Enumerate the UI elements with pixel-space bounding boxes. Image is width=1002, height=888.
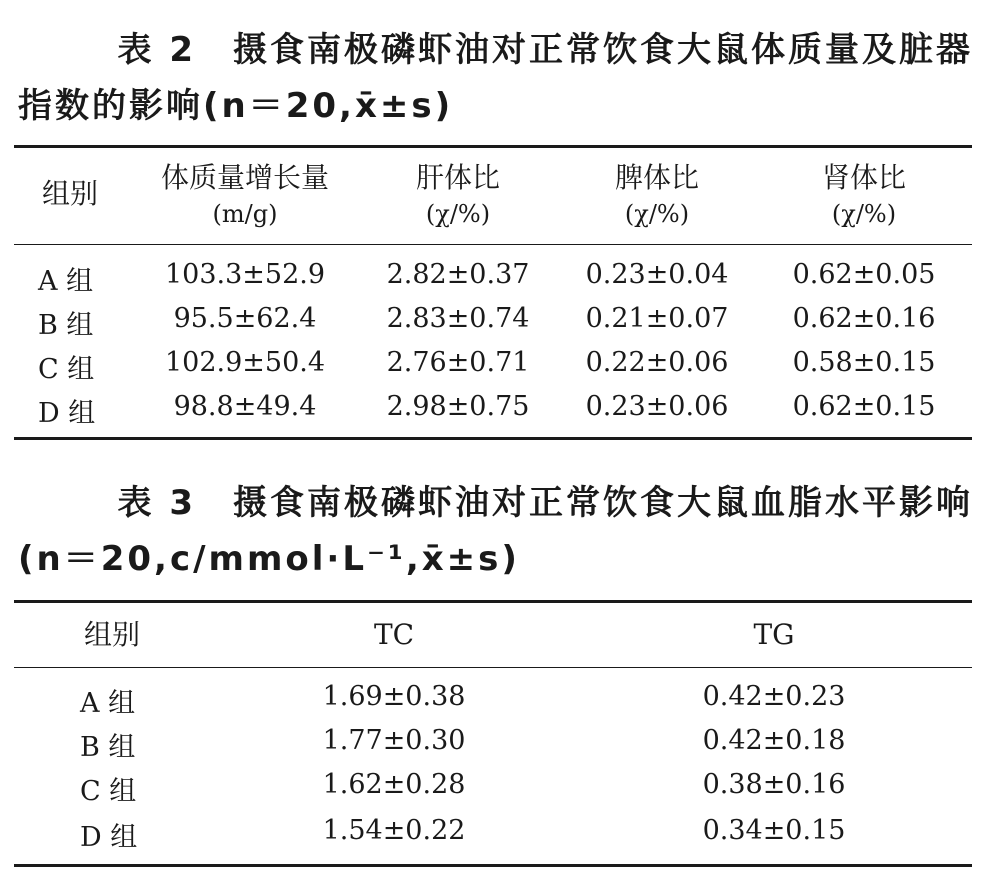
table2-bottom-rule xyxy=(14,437,972,440)
table3-cell-group: D 组 xyxy=(80,822,138,853)
table2-header-rule xyxy=(14,244,972,245)
table2-cell-kidney-ratio: 0.62±0.05 xyxy=(792,259,936,290)
table3-cell-group: C 组 xyxy=(80,776,137,807)
table2-header-kidney-ratio-label: 肾体比 xyxy=(821,161,907,194)
table2-top-rule xyxy=(14,145,972,148)
table3-cell-group: A 组 xyxy=(80,688,136,719)
table2-header-weight-gain-unit: (m/g) xyxy=(212,200,278,228)
table2-cell-spleen-ratio: 0.23±0.06 xyxy=(585,391,729,422)
table2-cell-liver-ratio: 2.76±0.71 xyxy=(386,347,530,378)
table2-caption-line1: 表 2 摄食南极磷虾油对正常饮食大鼠体质量及脏器 xyxy=(117,30,973,70)
table2-header-liver-ratio-unit: (χ/%) xyxy=(425,200,491,228)
table3-bottom-rule xyxy=(14,864,972,867)
table3-header-tc: TC xyxy=(373,618,415,651)
table2-cell-group: C 组 xyxy=(38,354,95,385)
table3-caption xyxy=(18,475,973,587)
table2-header-weight-gain xyxy=(161,160,329,232)
table3-header-group: 组别 xyxy=(83,618,141,651)
table2-cell-spleen-ratio: 0.21±0.07 xyxy=(585,303,729,334)
table3-cell-group: B 组 xyxy=(80,732,136,763)
table2-header-spleen-ratio-label: 脾体比 xyxy=(614,161,700,194)
table2-cell-kidney-ratio: 0.58±0.15 xyxy=(792,347,936,378)
table3-cell-tg: 0.34±0.15 xyxy=(702,815,846,846)
table2-cell-group: D 组 xyxy=(38,398,96,429)
table2-cell-kidney-ratio: 0.62±0.15 xyxy=(792,391,936,422)
table2-cell-spleen-ratio: 0.23±0.04 xyxy=(585,259,729,290)
table2-cell-weight-gain: 102.9±50.4 xyxy=(164,347,326,378)
table2-header-liver-ratio-label: 肝体比 xyxy=(415,161,501,194)
table2-header-spleen-ratio xyxy=(615,160,699,232)
table2-header-weight-gain-label: 体质量增长量 xyxy=(160,161,330,194)
table2-header-group: 组别 xyxy=(41,177,99,210)
table2-header-kidney-ratio-unit: (χ/%) xyxy=(831,200,897,228)
table3-top-rule xyxy=(14,600,972,603)
table2-cell-kidney-ratio: 0.62±0.16 xyxy=(792,303,936,334)
table3-cell-tg: 0.42±0.18 xyxy=(702,725,846,756)
table3-caption-line2: (n＝20,c/mmol·L⁻¹,x̄±s) xyxy=(18,539,520,579)
table2-cell-liver-ratio: 2.98±0.75 xyxy=(386,391,530,422)
table2-header-spleen-ratio-unit: (χ/%) xyxy=(624,200,690,228)
table3-caption-line1: 表 3 摄食南极磷虾油对正常饮食大鼠血脂水平影响 xyxy=(117,483,973,523)
table2-cell-weight-gain: 103.3±52.9 xyxy=(164,259,326,290)
table2-cell-weight-gain: 95.5±62.4 xyxy=(173,303,317,334)
table2-cell-liver-ratio: 2.82±0.37 xyxy=(386,259,530,290)
table2-cell-group: B 组 xyxy=(38,310,94,341)
table2-cell-spleen-ratio: 0.22±0.06 xyxy=(585,347,729,378)
table2-cell-group: A 组 xyxy=(38,266,94,297)
table3-cell-tg: 0.38±0.16 xyxy=(702,769,846,800)
table2-caption-line2: 指数的影响(n＝20,x̄±s) xyxy=(18,86,454,126)
table3-cell-tc: 1.69±0.38 xyxy=(322,681,466,712)
table2-header-kidney-ratio xyxy=(822,160,906,232)
table3-cell-tc: 1.54±0.22 xyxy=(322,815,466,846)
table3-header-rule xyxy=(14,667,972,668)
table3-cell-tc: 1.77±0.30 xyxy=(322,725,466,756)
table2-header-liver-ratio xyxy=(416,160,500,232)
table3-header-tg: TG xyxy=(753,618,795,651)
table2-cell-weight-gain: 98.8±49.4 xyxy=(173,391,317,422)
table3-cell-tg: 0.42±0.23 xyxy=(702,681,846,712)
table3-cell-tc: 1.62±0.28 xyxy=(322,769,466,800)
table2-caption xyxy=(18,22,973,134)
table2-cell-liver-ratio: 2.83±0.74 xyxy=(386,303,530,334)
